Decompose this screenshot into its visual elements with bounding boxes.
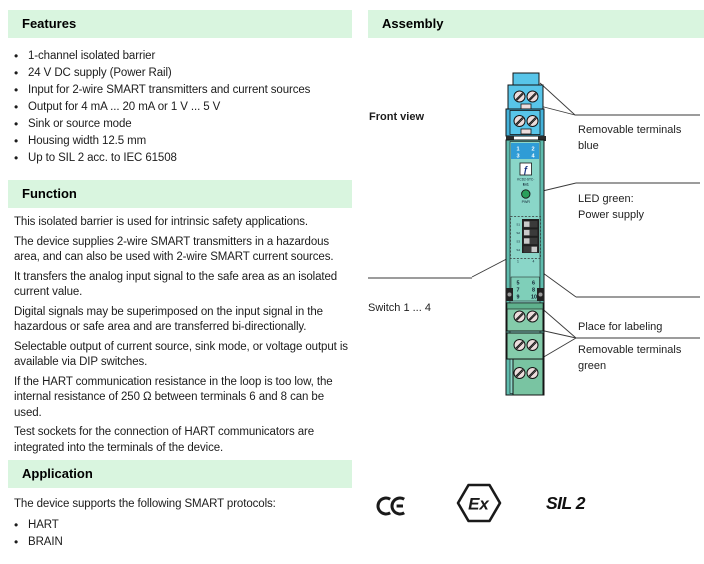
- sil-rating: SIL 2: [546, 493, 586, 513]
- blue-terminals: [506, 73, 544, 136]
- function-header: [8, 180, 352, 208]
- list-item: • Sink or source mode: [8, 116, 352, 133]
- terminal-number: 6: [532, 280, 535, 287]
- ex-mark-icon: [456, 480, 502, 526]
- callout-line: LED green:: [578, 193, 634, 205]
- paragraph: The device supplies 2-wire SMART transmitters in a hazardous area, and can also be used with 2-wire SMART current sources.: [14, 235, 334, 263]
- list-item: • Input for 2-wire SMART transmitters and current sources: [8, 82, 352, 99]
- front-view-label: Front view: [369, 111, 425, 123]
- callout-place-for-labeling: Place for labeling: [578, 321, 663, 333]
- pf-logo-icon: [520, 163, 532, 175]
- callout-led-green: [578, 192, 644, 223]
- callout-switch: Switch 1 ... 4: [368, 302, 431, 314]
- terminal-number: 9: [516, 294, 520, 301]
- application-intro: The device supports the following SMART protocols:: [14, 498, 276, 510]
- assembly-header: [368, 10, 704, 38]
- dip-label: S2: [516, 231, 520, 235]
- callout-line: Removable terminals: [578, 344, 682, 356]
- terminal-number: 4: [531, 153, 535, 160]
- model-label: KCD2-STC-: [517, 177, 535, 182]
- features-title: Features: [22, 16, 77, 31]
- dip-range-end: 4: [532, 259, 535, 264]
- dip-switch-block: [522, 219, 539, 253]
- ex-mark-text: Ex: [468, 494, 489, 514]
- model-suffix-label: Ex1: [522, 182, 529, 187]
- terminal-number: 1: [516, 146, 520, 153]
- callout-line: blue: [578, 139, 599, 152]
- terminal-number: 7: [516, 287, 520, 294]
- paragraph: Selectable output of current source, sink mode, or voltage output is available via DIP switches.: [14, 340, 348, 368]
- features-header: [8, 10, 352, 38]
- terminal-number: 2: [531, 146, 535, 153]
- paragraph: This isolated barrier is used for intrinsic safety applications.: [14, 216, 309, 228]
- function-text: [8, 215, 352, 456]
- list-item: • Housing width 12.5 mm: [8, 133, 352, 150]
- paragraph: It transfers the analog input signal to the safe area as an isolated current value.: [14, 270, 338, 298]
- assembly-figure: [368, 48, 704, 448]
- list-item: • 1-channel isolated barrier: [8, 48, 352, 65]
- callout-line: Power supply: [578, 208, 645, 221]
- features-list: [8, 48, 352, 167]
- terminal-number: 5: [516, 280, 520, 287]
- paragraph: Digital signals may be superimposed on the input signal in the hazardous or safe area and are transferred bi-directionally.: [14, 305, 323, 333]
- paragraph: Test sockets for the connection of HART communicators are integrated into the terminals of the device.: [14, 426, 315, 454]
- list-item: • 24 V DC supply (Power Rail): [8, 65, 352, 82]
- list-item: • Up to SIL 2 acc. to IEC 61508: [8, 150, 352, 167]
- power-led: [522, 190, 530, 198]
- application-header: [8, 460, 352, 488]
- ce-mark-icon: [376, 495, 408, 517]
- assembly-title: Assembly: [382, 16, 444, 31]
- application-list: [8, 517, 352, 551]
- left-column: [8, 10, 352, 551]
- terminal-number: 8: [532, 287, 535, 294]
- top-number-panel: [511, 143, 539, 159]
- svg-text:ƒ: ƒ: [523, 164, 529, 175]
- dip-label: S3: [516, 239, 520, 244]
- pwr-label: PWR: [521, 200, 530, 204]
- list-item: • HART: [8, 517, 352, 534]
- function-title: Function: [22, 186, 77, 201]
- callout-line: Removable terminals: [578, 124, 682, 136]
- application-text: [8, 497, 352, 513]
- callout-terminals-blue: [578, 123, 681, 154]
- terminal-number: 3: [516, 153, 520, 160]
- callout-terminals-green: [578, 343, 681, 374]
- list-item: • BRAIN: [8, 534, 352, 551]
- paragraph: If the HART communication resistance in the loop is too low, the internal resistance of 250 Ω between terminals 6 and 8 can be used.: [14, 375, 333, 419]
- dip-range-start: 1: [517, 259, 519, 264]
- list-item: • Output for 4 mA ... 20 mA or 1 V ... 5 V: [8, 99, 352, 116]
- dip-label: S4: [516, 247, 520, 252]
- isolated-barrier-device-drawing: [368, 48, 704, 448]
- dip-label: S1: [516, 222, 520, 227]
- right-column: [368, 10, 704, 554]
- terminal-number: 10: [531, 294, 537, 301]
- application-title: Application: [22, 466, 93, 481]
- callout-line: green: [578, 359, 607, 372]
